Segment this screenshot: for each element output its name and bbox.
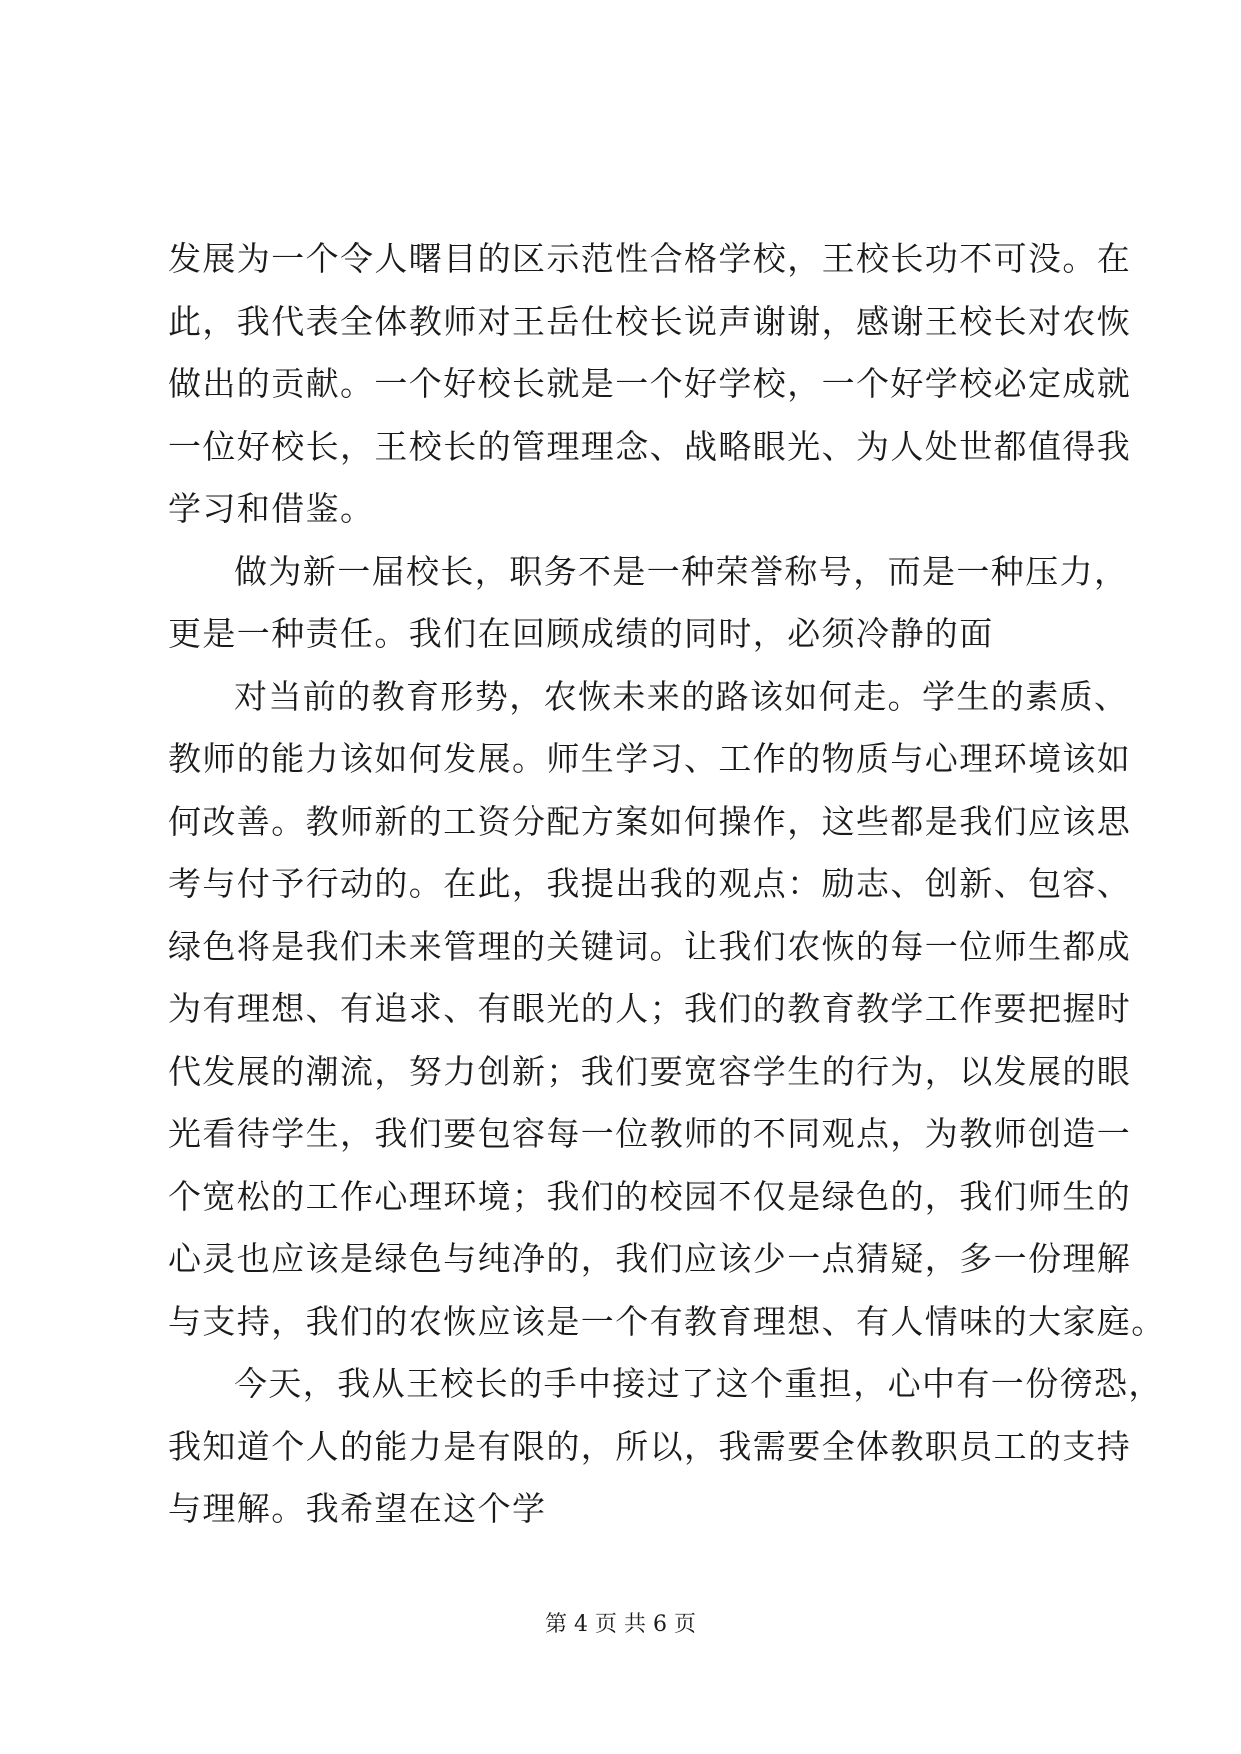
text-line: 代发展的潮流，努力创新；我们要宽容学生的行为，以发展的眼: [168, 1051, 1132, 1091]
text-line: 为有理想、有追求、有眼光的人；我们的教育教学工作要把握时: [168, 989, 1132, 1028]
text-line: 何改善。教师新的工资分配方案如何操作，这些都是我们应该思: [168, 801, 1132, 841]
text-line: 教师的能力该如何发展。师生学习、工作的物质与心理环境该如: [168, 739, 1132, 778]
text-line: 做为新一届校长，职务不是一种荣誉称号，而是一种压力，: [234, 551, 1129, 591]
text-line: 个宽松的工作心理环境；我们的校园不仅是绿色的，我们师生的: [168, 1176, 1132, 1216]
page-number-footer: 第 4 页 共 6 页: [545, 1612, 696, 1637]
paragraph-3: [168, 666, 1166, 1354]
paragraph-2: [168, 541, 1129, 666]
text-line: 考与付予行动的。在此，我提出我的观点：励志、创新、包容、: [168, 864, 1132, 903]
text-line: 对当前的教育形势，农恢未来的路该如何走。学生的素质、: [234, 676, 1129, 716]
text-line: 更是一种责任。我们在回顾成绩的同时，必须冷静的面: [168, 614, 994, 653]
text-line: 我知道个人的能力是有限的，所以，我需要全体教职员工的支持: [168, 1426, 1132, 1466]
paragraph-1: [168, 228, 1132, 541]
text-line: 做出的贡献。一个好校长就是一个好学校，一个好学校必定成就: [168, 364, 1132, 403]
text-line: 一位好校长，王校长的管理理念、战略眼光、为人处世都值得我: [168, 426, 1132, 466]
text-line: 发展为一个令人曙目的区示范性合格学校，王校长功不可没。在: [168, 239, 1132, 278]
text-line: 与理解。我希望在这个学: [168, 1489, 547, 1528]
text-line: 今天，我从王校长的手中接过了这个重担，心中有一份徬恐，: [234, 1364, 1163, 1403]
text-line: 学习和借鉴。: [168, 489, 375, 528]
document-body: [168, 228, 1166, 1541]
text-line: 心灵也应该是绿色与纯净的，我们应该少一点猜疑，多一份理解: [168, 1239, 1132, 1278]
paragraph-4: [168, 1353, 1163, 1541]
text-line: 绿色将是我们未来管理的关键词。让我们农恢的每一位师生都成: [168, 926, 1132, 966]
text-line: 光看待学生，我们要包容每一位教师的不同观点，为教师创造一: [168, 1114, 1132, 1153]
text-line: 此，我代表全体教师对王岳仕校长说声谢谢，感谢王校长对农恢: [168, 301, 1132, 341]
text-line: 与支持，我们的农恢应该是一个有教育理想、有人情味的大家庭。: [168, 1301, 1166, 1341]
